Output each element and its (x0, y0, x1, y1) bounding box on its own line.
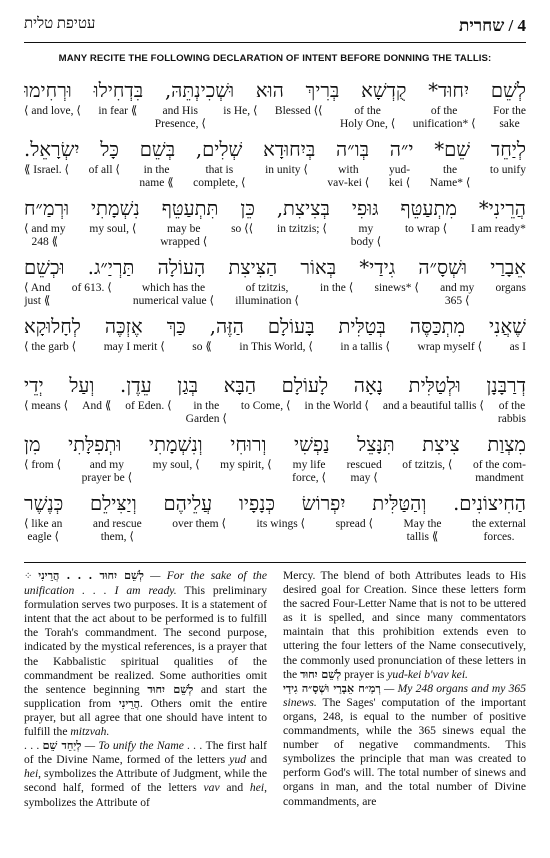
translation-word: in the ⟨ (320, 282, 354, 294)
commentary-text: , symbolizes the Attribute of Judgment, while the second half, formed of the letters (24, 767, 267, 795)
commentary-text: . Others omit the entire prayer, but all agree that one should have intent to fulfill the (24, 696, 267, 739)
translation-word: and my 365 ⟨ (440, 282, 475, 307)
commentary-hebrew: לְשֵׁם יִחוּד (147, 682, 194, 696)
commentary-text: Mercy. The blend of both Attributes leads to His desired goal for Creation. Since these letters form the sacred Four-Letter Name that is not to be uttered as it is spelled, and since many commentators maintain that this prohibition extends even to uttering the four letters of the Name consecutively, the commonly used pronunciation of these letters in the (283, 569, 526, 681)
commentary-heading-hebrew: רְמַ״ח אֵבָרַי וּשְׁסָ״ה גִידַי (283, 681, 381, 695)
translation-word: For the sake (493, 105, 526, 130)
translation-word: in unity ⟨ (265, 164, 308, 176)
translation-word: in fear ⟪ (98, 105, 138, 117)
commentary-text: The Sages' computation of the important organs, 248, is equal to the number of positive commandments, while the 365 sinews equal the number of negative commandments. This symbolizes the principle that man was created to perform God's will. The total number of sinews and organs in man, and the total number of Divine commandments, are (283, 695, 526, 808)
prayer-line (24, 432, 526, 485)
translation-word: of the com- mandment (472, 459, 526, 484)
translation-word: of the Holy One, ⟨ (339, 105, 396, 130)
header-service-title: שחרית (458, 16, 505, 35)
hebrew-line: לְיַחֵד שֵׁם* י״ה בְּו״ה בְּיִחוּדָא שְׁלִים, בְּשֵׁם כָּל יִשְׂרָאֵל. (24, 138, 526, 161)
translation-word: ⟨ And just ⟪ (24, 282, 51, 307)
translation-word: spread ⟨ (335, 518, 373, 530)
translation-word: And ⟪ (82, 400, 112, 412)
translation-word: and a beautiful tallis ⟨ (382, 400, 484, 412)
hebrew-line: הֲרֵינִי* מִתְעַטֵּף גּוּפִי בְּצִיצִת, כֵּן תִּתְעַטֵּף נִשְׁמָתִי וּרְמַ״ח (24, 197, 526, 220)
translation-word: the Name* ⟨ (429, 164, 471, 189)
prayer-line (24, 491, 526, 544)
commentary-paragraph (283, 682, 526, 809)
translation-word: to Come, ⟨ (240, 400, 291, 412)
translation-row (24, 341, 526, 354)
commentary-column-left (24, 569, 267, 810)
translation-word: May the tallis ⟪ (403, 518, 442, 543)
commentary-text: . . . (24, 739, 43, 753)
hebrew-line: לְשֵׁם יִחוּד* קֻדְשָׁא בְּרִיךְ הוּא וּשְׁכִינְתֵּהּ, בִּדְחִילוּ וּרְחִימוּ (24, 79, 526, 102)
commentary-heading: — My 248 organs and my 365 sinews. (283, 681, 527, 709)
translation-row (24, 518, 526, 544)
translation-word: my body ⟨ (350, 223, 382, 248)
translation-word: of tzitzis, ⟨ (402, 459, 453, 471)
translation-word: and His Presence, ⟨ (154, 105, 206, 130)
translation-word: with vav-kei ⟨ (327, 164, 370, 189)
commentary-marker-icon: ⁘ (24, 571, 39, 582)
translation-row (24, 459, 526, 485)
translation-word: of the rabbis (497, 400, 526, 425)
commentary-heading-hebrew: לְיַחֵד שֵׁם (42, 739, 82, 753)
commentary-text: This preliminary formulation serves two purposes. It is a statement of intent that the act about to be performed is to fulfill the Torah's commandment. The second purpose, indicated by the mystical references, is a prayer that the Kabbalistic spiritual qualities of the commandment be realized. Some authorities omit the sentence beginning (24, 584, 267, 696)
commentary-term: hei (24, 767, 39, 781)
translation-word: my soul, ⟨ (89, 223, 137, 235)
prayer-line (24, 196, 526, 249)
prayer-line (24, 255, 526, 308)
translation-word: and my prayer be ⟨ (81, 459, 133, 484)
commentary-paragraph (24, 569, 267, 739)
translation-word: yud- kei ⟨ (388, 164, 411, 189)
commentary-hebrew: לְשֵׁם יִחוּד (300, 667, 342, 681)
translation-word: so ⟪ (192, 341, 212, 353)
translation-word: ⟨ and love, ⟨ (24, 105, 81, 117)
translation-row (24, 223, 526, 249)
translation-word: ⟨ like an eagle ⟨ (24, 518, 63, 543)
translation-word: of 613. ⟨ (71, 282, 112, 294)
translation-word: the external forces. (472, 518, 526, 543)
commentary-text: and start the supplication from (24, 682, 268, 710)
prayer-line (24, 373, 526, 426)
commentary-column-right (283, 569, 526, 810)
translation-word: of the unification* ⟨ (412, 105, 476, 130)
translation-word: rescued may ⟨ (346, 459, 382, 484)
hebrew-line: אֵבָרַי וּשְׁסָ״ה גִידַי* בְּאוֹר הַצִּיצִת הָעוֹלָה תַּרְיַ״ג. וּכְשֵׁם (24, 256, 526, 279)
commentary-text: prayer is (341, 667, 388, 681)
translation-word: to unify (489, 164, 526, 176)
translation-row (24, 400, 526, 426)
translation-word: in the name ⟪ (139, 164, 174, 189)
commentary-term: mitzvah. (70, 725, 110, 739)
commentary-heading: — To unify the Name . . . (81, 739, 203, 753)
commentary-hebrew: הֲרֵינִי (118, 696, 140, 710)
translation-word: of all ⟨ (88, 164, 120, 176)
commentary-heading-hebrew: לְשֵׁם יִחוּד . . . הֲרֵינִי (38, 569, 144, 582)
translation-word: ⟨ and my 248 ⟪ (24, 223, 66, 248)
translation-word: as I (509, 341, 526, 353)
header-separator: / (508, 16, 514, 35)
prayer-line (24, 78, 526, 131)
translation-word: wrap myself ⟨ (417, 341, 483, 353)
translation-word: which has the numerical value ⟨ (132, 282, 215, 307)
translation-word: my life force, ⟨ (292, 459, 327, 484)
hebrew-line: דְרַבָּנָן וּלְטַלִּית נָאָה לָעוֹלָם הַבָּא בְּגַן עֵדֶן. וְעַל יְדֵי (24, 374, 526, 397)
hebrew-line: מִצְוַת צִיצִת תִּנָּצֵל נַפְשִׁי וְרוּחִי וְנִשְׁמָתִי וּתְפִלָּתִי מִן (24, 433, 526, 456)
page-number: 4 (517, 16, 526, 35)
page-header (24, 16, 526, 38)
translation-word: its wings ⟨ (256, 518, 306, 530)
commentary (24, 569, 526, 810)
translation-word: ⟪ Israel. ⟨ (24, 164, 70, 176)
commentary-text: The first half of the Divine Name, formed of the letters (24, 739, 268, 767)
translation-word: of Eden. ⟨ (125, 400, 172, 412)
translation-word: that is complete, ⟨ (193, 164, 246, 189)
translation-word: in a tallis ⟨ (340, 341, 390, 353)
translation-word: in tzitzis; ⟨ (277, 223, 327, 235)
prayer-line (24, 314, 526, 354)
commentary-paragraph (283, 569, 526, 682)
translation-word: in the Garden ⟨ (185, 400, 227, 425)
translation-word: Blessed ⟨⟨ (274, 105, 323, 117)
translation-word: of tzitzis, illumination ⟨ (235, 282, 299, 307)
translation-row (24, 105, 526, 131)
commentary-term: hei (249, 781, 265, 795)
hebrew-line: שֶׁאֲנִי מִתְכַּסֶּה בְּטַלִּית בָּעוֹלָם הַזֶּה, כַּךְ אֶזְכֶּה לְחָלוּקָא (24, 315, 526, 338)
commentary-text: and (219, 781, 250, 795)
translation-word: sinews* ⟨ (374, 282, 419, 294)
translation-word: my spirit, ⟨ (220, 459, 272, 471)
instruction-heading: MANY RECITE THE FOLLOWING DECLARATION OF INTENT BEFORE DONNING THE TALLIS: (58, 53, 492, 64)
commentary-text: and (246, 753, 267, 767)
translation-word: may I merit ⟨ (103, 341, 165, 353)
translation-row (24, 282, 526, 308)
commentary-term: yud (229, 753, 247, 767)
header-page-info (459, 16, 526, 36)
commentary-term: vav (203, 781, 220, 795)
header-rule (24, 42, 526, 43)
hebrew-line: הַחִיצוֹנִים. וְהַטַּלִּית יִפְרוֹשׂ כְּנָפָיו עֲלֵיהֶם וְיַצִּילֵם כְּנֶשֶׁר (24, 492, 526, 515)
translation-word: is He, ⟨ (223, 105, 258, 117)
prayer-line (24, 137, 526, 190)
header-section-title: עטיפת טלית (24, 16, 96, 32)
translation-word: and rescue them, ⟨ (92, 518, 142, 543)
translation-word: may be wrapped ⟨ (160, 223, 208, 248)
translation-row (24, 164, 526, 190)
translation-word: over them ⟨ (172, 518, 226, 530)
translation-word: so ⟨⟨ (231, 223, 254, 235)
commentary-term: yud-kei b'vav kei. (387, 667, 468, 681)
translation-word: ⟨ the garb ⟨ (24, 341, 77, 353)
commentary-text: , symbolizes the Attribute of (24, 781, 267, 809)
translation-word: organs (495, 282, 526, 294)
translation-word: in the World ⟨ (304, 400, 369, 412)
translation-word: ⟨ means ⟨ (24, 400, 69, 412)
translation-word: in This World, ⟨ (239, 341, 313, 353)
commentary-paragraph (24, 739, 267, 809)
commentary-divider (24, 562, 526, 563)
translation-word: I am ready* (470, 223, 526, 235)
translation-word: ⟨ from ⟨ (24, 459, 62, 471)
translation-word: my soul, ⟨ (152, 459, 200, 471)
commentary-heading: — For the sake of the unification . . . I am ready. (24, 569, 267, 598)
translation-word: to wrap ⟨ (404, 223, 448, 235)
